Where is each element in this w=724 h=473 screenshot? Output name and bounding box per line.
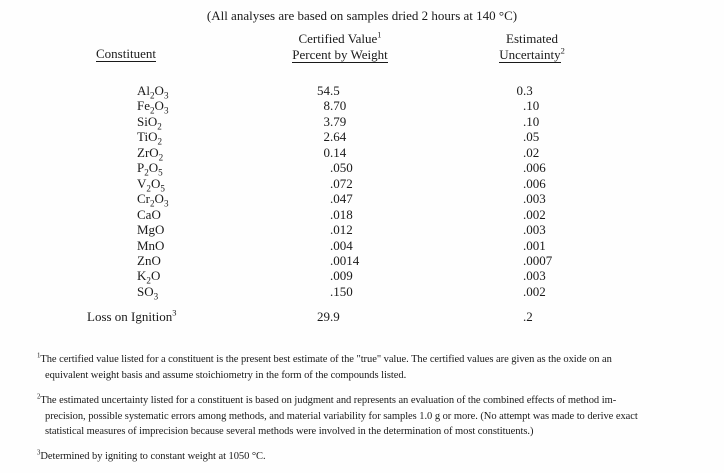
uncertainty-header-line2: Uncertainty xyxy=(499,46,561,62)
uncertainty-value: .001 xyxy=(523,237,546,253)
table-row xyxy=(0,268,724,284)
table-row xyxy=(0,207,724,223)
uncertainty-value: .10 xyxy=(523,113,540,129)
uncertainty-value: .02 xyxy=(523,144,540,160)
certified-value: .072 xyxy=(330,175,353,191)
footnote-ref-3: 3 xyxy=(172,307,177,318)
uncertainty-value: 0.3 xyxy=(516,83,533,98)
constituent-formula: $P_2O_5$ xyxy=(137,160,163,178)
table-row xyxy=(0,176,724,192)
certified-value: 8.70 xyxy=(323,98,347,114)
footnote-line: $^3$Determined by igniting to constant weight at 1050 °C. xyxy=(37,449,266,462)
constituent-formula: $SO_3$ xyxy=(137,283,159,302)
constituent-formula: $Cr_2O_3$ xyxy=(137,191,169,209)
certified-value: 54.5 xyxy=(317,83,340,98)
constituent-formula: ZnO xyxy=(137,252,161,268)
certified-value: .150 xyxy=(330,283,353,299)
certified-value: .047 xyxy=(330,191,353,207)
table-row xyxy=(0,145,724,161)
certified-value: 0.14 xyxy=(323,144,347,160)
table-row xyxy=(0,160,724,176)
footnote-line: precision, possible systematic errors among methods, and material variability for samples 1.0 g or more. (No attempt was made to derive exact xyxy=(45,410,638,422)
summary-row-label: Loss on Ignition$^3$ xyxy=(87,307,177,324)
table-row xyxy=(0,253,724,269)
footnote-ref-2: 2 xyxy=(560,45,565,56)
certified-value: .0014 xyxy=(330,252,360,268)
constituent-formula: $K_2O$ xyxy=(137,268,161,286)
certified-value: .018 xyxy=(330,206,353,222)
certified-value-header-line2: Percent by Weight xyxy=(292,46,388,62)
column-header-uncertainty xyxy=(432,31,632,62)
constituent-header-label: Constituent xyxy=(96,46,156,61)
summary-row-loss-on-ignition xyxy=(0,309,724,325)
certified-value: .050 xyxy=(330,160,353,176)
table-row xyxy=(0,98,724,117)
constituent-formula: MnO xyxy=(137,237,165,253)
table-row xyxy=(0,222,724,238)
certified-value: 2.64 xyxy=(323,129,347,145)
certified-value: .012 xyxy=(330,222,353,238)
footnote-line: statistical measures of imprecision because several methods were involved in the determination of most constituents.) xyxy=(45,426,534,437)
certified-value: .004 xyxy=(330,237,353,253)
constituent-formula: ZrO$_2$ xyxy=(137,144,164,163)
uncertainty-value: .006 xyxy=(523,175,546,191)
footnote-marker: 2 xyxy=(37,393,41,401)
footnote-line: $^1$The certified value listed for a constituent is the present best estimate of the "true" value. The certified values are given as the oxide on an xyxy=(37,352,612,365)
footnote-1 xyxy=(37,352,612,383)
footnote-line: $^2$The estimated uncertainty listed for a constituent is based on judgment and represents an evaluation of the combined effects of method im- xyxy=(37,393,617,406)
uncertainty-value: .2 xyxy=(523,309,533,324)
uncertainty-value: .003 xyxy=(523,268,546,284)
certified-value-header-line1: Certified Value xyxy=(298,31,378,46)
uncertainty-value: .05 xyxy=(523,129,540,145)
uncertainty-value: .003 xyxy=(523,222,546,238)
uncertainty-value: .002 xyxy=(523,206,546,222)
table-row xyxy=(0,129,724,145)
constituent-formula: MgO xyxy=(137,222,165,238)
uncertainty-value: .10 xyxy=(523,98,540,114)
constituent-formula: $Fe_2O_3$ xyxy=(137,98,169,117)
uncertainty-header-line1: Estimated xyxy=(506,31,558,46)
table-row xyxy=(0,114,724,130)
footnote-ref-1: 1 xyxy=(377,29,382,40)
certified-value: .009 xyxy=(330,268,353,284)
column-header-certified-value xyxy=(240,31,440,62)
footnote-3 xyxy=(37,449,266,465)
certified-value: 29.9 xyxy=(317,309,340,324)
certified-value: 3.79 xyxy=(323,113,347,129)
footnote-marker: 3 xyxy=(37,449,41,457)
constituent-formula: SiO$_2$ xyxy=(137,113,162,132)
table-row xyxy=(0,83,724,99)
table-row xyxy=(0,191,724,207)
uncertainty-value: .006 xyxy=(523,160,546,176)
constituent-formula: $Al_2O_3$ xyxy=(137,83,169,101)
constituent-formula: CaO xyxy=(137,206,161,222)
footnote-2 xyxy=(37,393,638,440)
column-header-constituent xyxy=(96,46,156,62)
footnote-line: equivalent weight basis and assume stoichiometry in the form of the compounds listed. xyxy=(45,369,407,381)
uncertainty-value: .002 xyxy=(523,283,546,299)
table-row xyxy=(0,238,724,254)
uncertainty-value: .003 xyxy=(523,191,546,207)
uncertainty-value: .0007 xyxy=(523,252,553,268)
footnote-marker: 1 xyxy=(37,352,41,360)
constituent-formula: TiO$_2$ xyxy=(137,129,163,147)
constituent-formula: $V_2O_5$ xyxy=(137,175,165,194)
table-row xyxy=(0,284,724,300)
page-title: (All analyses are based on samples dried 2 hours at 140 °C) xyxy=(206,8,518,23)
